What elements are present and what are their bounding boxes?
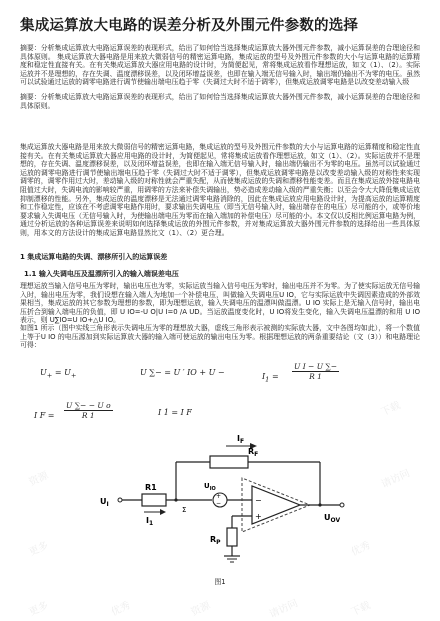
abstract-paragraph: 摘要：分析集成运算放大电路运算误差的表现形式，给出了如何恰当选择集成运算放大器外围元件参数，减小运算误差的合理途径和具体原则。 集成运算放大器电路是用来放大微弱信号的精密运算电路，集成运放的型号及外围元件参数的大小与运算电路的运算精度和稳定性直接有关。在有关集成运算放大器应用电路的设计时，为简便起见，常将集成运放看作理想运放，如文（1）、（2）。实际运放并不是理想的，存在失调、温度漂移误差，以及闭环增益误差，也即在输入端无信号输入时，输出端仍输出不为零的电压。虽然可以试验通过运放的调零电路进行调节使输出端电压趋于零（失调过大时不适于调零），但集成运放调零电路是以改变差动输入级	[20, 44, 420, 87]
formula-3-lhs: $I_1$ =	[262, 372, 279, 384]
label-i1: $I_1$	[146, 516, 154, 527]
watermark: 优秀	[349, 540, 373, 559]
intro-paragraph: 集成运算放大器电路是用来放大微弱信号的精密运算电路，集成运放的型号及外围元件参数的大小与运算电路的运算精度和稳定性直接有关。在有关集成运算放大器应用电路的设计时，为简便起见，常将集成运放看作理想运放，如文（1）、（2）。实际运放并不是理想的，存在失调、温度漂移误差，以及闭环增益误差，也即在输入端无信号输入时，输出端仍输出不为零的电压。虽然可以试验通过运放的调零电路进行调节使输出端电压趋于零（失调过大时不适于调零），但集成运放调零电路是以改变差动输入级的对称性来实现调零的，调零作用过大时，差动输入级的对称性就会严重失配，从而使集成运放的失调和漂移性能变差。而且在集成运放外接电路电阻值过大时，失调电流的影响较严重，用调零的方法来补偿失调输出，势必造成差动输入级的严重失衡；以至会令大大降低集成运放抑制漂移的性能。另外，集成运放的温度漂移是无法通过调零电路消除的，因此在集成运放应用电路设计时，为提高运放的运算精度和工作稳定性，应该在不考虑调零电路作用时，要求输出失调电压（即当无信号输入时，输出端存在的电压）尽可能的小，或等价地要求输入失调电压（无信号输入时，为使输出端电压为零而在输入端加的补偿电压）尽可能的小。本文仅以反相比例运算电路为例，通过分析运放的各种运算误差来说明如何选择集成运放的外围元件参数，并对集成运算放大器外围元件参数的选择给出一些具体原则，用本文的方法设计的集成运算电路显然比文（1）、（2）更合理。	[20, 143, 420, 237]
i1-arrow	[160, 509, 166, 515]
svg-text:−: −	[216, 500, 222, 507]
abstract-repeat-paragraph: 摘要：分析集成运算放大电路运算误差的表现形式，给出了如何恰当选择集成运算放大器外围元件参数，减小运算误差的合理途径和具体原则。	[20, 93, 420, 110]
resistor-rf	[210, 456, 248, 468]
watermark: 请访问	[267, 597, 300, 621]
formula-2: U ∑− = U ′ IO + U −	[140, 368, 225, 377]
resistor-r1	[142, 494, 166, 506]
junction-node	[174, 498, 177, 501]
label-sigma: Σ	[182, 506, 187, 514]
watermark: 更多	[27, 540, 51, 559]
watermark: 下载	[349, 600, 373, 619]
input-terminal	[118, 498, 122, 502]
label-r1: R1	[145, 483, 157, 492]
svg-text:+: +	[216, 493, 222, 500]
figure-caption: 图1	[214, 578, 226, 586]
formula-1: $U_+ = U_+$	[40, 368, 77, 380]
label-uio: $U_{IO}$	[204, 482, 216, 492]
label-plus: +	[255, 512, 262, 521]
resistor-rp	[227, 528, 237, 546]
theory-paragraph: 理想运放当输入信号电压为零时，输出电压也为零，实际运放当输入信号电压为零时，输出电压并不为零。为了使实际运放无信号输入时，输出电压为零，我们设想在输入端人为地加一个补偿电压，叫做输入失调电压U IO，它与实际运放中失调因素造成的外部效果相当，集成运放的其它参数为理想的参数，即为理想运放，输入失调电压的温漂叫做温漂。U IO 实际上是无输入信号时，输出电压折合到输入端电压的负值，即 U IO=-U O|U I=0 /A UD。当运放温度变化时，U IO将发生变化，输入失调电压温漂的和用 U IO表示，则 U∑IO=U IO+△U IO。	[20, 282, 420, 325]
watermark: 优秀	[109, 600, 133, 619]
document-title: 集成运算放大电路的误差分析及外围元件参数的选择	[20, 18, 359, 34]
formula-4-fraction: $\frac{\text{U ∑− − U o}}{R 1}$	[66, 401, 111, 420]
figure-reference-paragraph: 如图1 所示（图中实线三角形表示失调电压为零的理想放大器，虚线三角形表示被测的实际放大器，文中各图均如此），将一个数值上等于U IO 的电压源加到实际运算放大器的输入端可使运放的输出电压为零。根据理想运放的两条重要结论（文（3））和电路理论可得：	[20, 324, 420, 350]
output-terminal	[340, 503, 344, 507]
section-heading-1: 1 集成运算电路的失调、漂移所引入的运算误差	[20, 253, 168, 261]
label-minus: −	[255, 496, 262, 505]
watermark: 请访问	[379, 467, 412, 491]
label-if: $I_F$	[237, 434, 245, 445]
formula-3-fraction: $\frac{\text{U I − U ∑−}}{R 1}$	[294, 362, 338, 381]
watermark: 资源	[27, 470, 51, 489]
formula-4-lhs: I F =	[34, 411, 55, 420]
subsection-heading-1-1: 1.1 输入失调电压及温漂所引入的输入端误差电压	[24, 270, 179, 278]
watermark: 下载	[379, 400, 403, 419]
label-uo: $U_{OV}$	[324, 513, 341, 524]
label-ui: $U_I$	[100, 497, 109, 508]
label-rf: $R_F$	[248, 447, 259, 458]
formula-5: I 1 = I F	[158, 408, 192, 417]
label-rp: $R_P$	[210, 535, 221, 546]
watermark: 更多	[27, 600, 51, 619]
circuit-diagram	[100, 432, 360, 572]
watermark: 资源	[189, 600, 213, 619]
